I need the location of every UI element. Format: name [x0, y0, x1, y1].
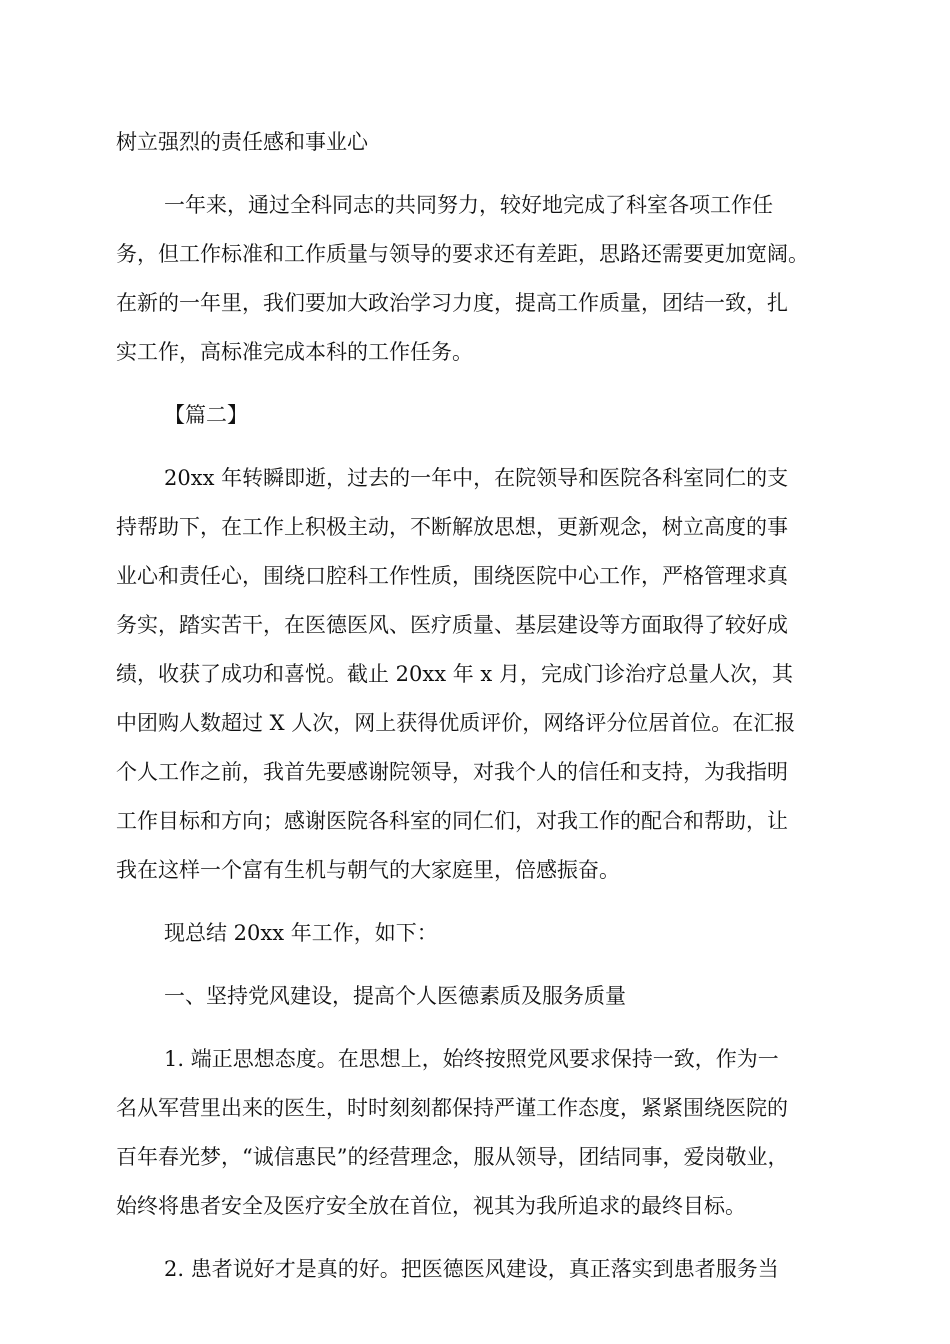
text-line: 我在这样一个富有生机与朝气的大家庭里，倍感振奋。 — [116, 858, 620, 882]
text-line: 【篇二】 — [164, 403, 248, 427]
text-line: 工作目标和方向；感谢医院各科室的同仁们，对我工作的配合和帮助，让 — [116, 809, 788, 833]
text-line: 个人工作之前，我首先要感谢院领导，对我个人的信任和支持，为我指明 — [116, 760, 788, 784]
document-body — [116, 118, 836, 1294]
text-line: 2. 患者说好才是真的好。把医德医风建设，真正落实到患者服务当 — [164, 1257, 779, 1281]
paragraph-gap — [116, 377, 836, 391]
text-line: 业心和责任心，围绕口腔科工作性质，围绕医院中心工作，严格管理求真 — [116, 564, 788, 588]
paragraph-gap — [116, 167, 836, 181]
text-line: 一、坚持党风建设，提高个人医德素质及服务质量 — [164, 984, 626, 1008]
text-line: 始终将患者安全及医疗安全放在首位，视其为我所追求的最终目标。 — [116, 1194, 746, 1218]
text-line: 现总结 20xx 年工作，如下： — [164, 921, 438, 945]
text-line: 树立强烈的责任感和事业心 — [116, 130, 368, 154]
paragraph-gap — [116, 958, 836, 972]
text-line: 实工作，高标准完成本科的工作任务。 — [116, 340, 473, 364]
text-line: 百年春光梦，“诚信惠民”的经营理念，服从领导，团结同事，爱岗敬业， — [116, 1145, 789, 1169]
text-line: 绩，收获了成功和喜悦。截止 20xx 年 x 月，完成门诊治疗总量人次，其 — [116, 662, 793, 686]
text-line: 1. 端正思想态度。在思想上，始终按照党风要求保持一致，作为一 — [164, 1047, 779, 1071]
text-line: 务，但工作标准和工作质量与领导的要求还有差距，思路还需要更加宽阔。 — [116, 242, 809, 266]
text-line: 名从军营里出来的医生，时时刻刻都保持严谨工作态度，紧紧围绕医院的 — [116, 1096, 788, 1120]
paragraph-gap — [116, 1021, 836, 1035]
text-line: 20xx 年转瞬即逝，过去的一年中，在院领导和医院各科室同仁的支 — [164, 466, 789, 490]
text-line: 务实，踏实苦干，在医德医风、医疗质量、基层建设等方面取得了较好成 — [116, 613, 788, 637]
paragraph-gap — [116, 440, 836, 454]
text-line: 持帮助下，在工作上积极主动，不断解放思想，更新观念，树立高度的事 — [116, 515, 788, 539]
paragraph-gap — [116, 1231, 836, 1245]
paragraph-gap — [116, 895, 836, 909]
text-line: 一年来，通过全科同志的共同努力，较好地完成了科室各项工作任 — [164, 193, 773, 217]
text-line: 中团购人数超过 X 人次，网上获得优质评价，网络评分位居首位。在汇报 — [116, 711, 796, 735]
text-line: 在新的一年里，我们要加大政治学习力度，提高工作质量，团结一致，扎 — [116, 291, 788, 315]
